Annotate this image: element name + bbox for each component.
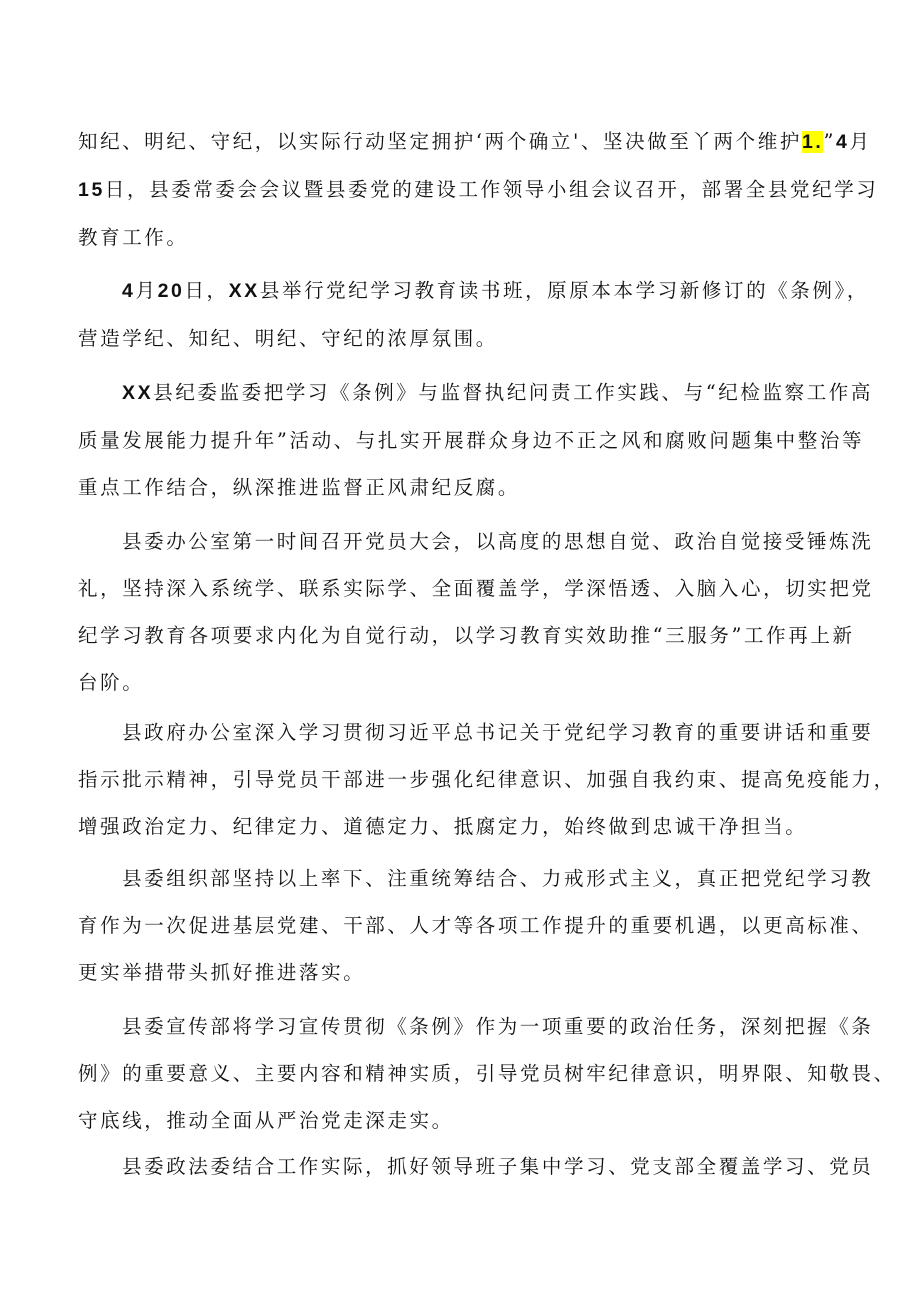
paragraph-line: 重点工作结合，纵深推进监督正风肃纪反腐。 bbox=[78, 476, 521, 499]
paragraph-line bbox=[78, 369, 873, 417]
text-run: 月 bbox=[135, 279, 158, 302]
paragraph-line: 礼，坚持深入系统学、联系实际学、全面覆盖学，学深悟透、入脑入心，切实把党 bbox=[78, 577, 874, 600]
text-run: 20 bbox=[157, 280, 185, 302]
paragraph-line: 质量发展能力提升年”活动、与扎实开展群众身边不正之风和腐败问题集中整治等 bbox=[78, 429, 865, 452]
paragraph-2 bbox=[78, 267, 869, 362]
paragraph-6 bbox=[78, 855, 874, 996]
paragraph-line bbox=[78, 267, 869, 315]
paragraph-line: 守底线，推动全面从严治党走深走实。 bbox=[78, 1109, 454, 1132]
paragraph-line: 县委宣传部将学习宣传贯彻《条例》作为一项重要的政治任务，深刻把握《条 bbox=[122, 1015, 874, 1038]
paragraph-line: 县委办公室第一时间召开党员大会，以高度的思想自觉、政治自觉接受锤炼洗 bbox=[122, 530, 874, 553]
paragraph-7 bbox=[78, 1003, 896, 1144]
paragraph-line: 台阶。 bbox=[78, 671, 145, 694]
text-run: 县纪委监委把学习《条例》与监督执纪问责工作实践、与“纪检监察工作高 bbox=[153, 381, 873, 404]
paragraph-1 bbox=[78, 118, 879, 261]
text-run: 县举行党纪学习教育读书班，原原本本学习新修订的《条例》， bbox=[259, 279, 869, 302]
paragraph-line: 例》的重要意义、主要内容和精神实质，引导党员树牢纪律意识，明界限、知敬畏、 bbox=[78, 1062, 896, 1085]
highlighted-text: 1. bbox=[801, 131, 824, 153]
text-run: 4 bbox=[836, 131, 850, 153]
paragraph-line: 育作为一次促进基层党建、干部、人才等各项工作提升的重要机遇，以更高标准、 bbox=[78, 914, 874, 937]
text-run: 4 bbox=[122, 280, 136, 302]
text-run: 日，县委常委会会议暨县委党的建设工作领导小组会议召开，部署全县党纪学习 bbox=[104, 178, 879, 201]
paragraph-4 bbox=[78, 518, 874, 706]
paragraph-line: 指示批示精神，引导党员干部进一步强化纪律意识、加强自我约束、提高免疫能力， bbox=[78, 768, 896, 791]
text-run: 日， bbox=[184, 279, 229, 302]
paragraph-line: 县委政法委结合工作实际，抓好领导班子集中学习、党支部全覆盖学习、党员 bbox=[122, 1155, 874, 1178]
paragraph-5 bbox=[78, 709, 896, 850]
text-run: ” bbox=[823, 130, 837, 153]
paragraph-line bbox=[78, 118, 872, 166]
text-run: 月 bbox=[849, 130, 872, 153]
paragraph-line: 更实举措带头抓好推进落实。 bbox=[78, 961, 366, 984]
paragraph-line: 纪学习教育各项要求内化为自觉行动，以学习教育实效助推“三服务”工作再上新 bbox=[78, 624, 855, 647]
paragraph-line: 县政府办公室深入学习贯彻习近平总书记关于党纪学习教育的重要讲话和重要 bbox=[122, 721, 874, 744]
text-run: XX bbox=[122, 382, 154, 404]
paragraph-line: 营造学纪、知纪、明纪、守纪的浓厚氛围。 bbox=[78, 327, 498, 350]
paragraph-3 bbox=[78, 369, 873, 511]
paragraph-line bbox=[78, 166, 879, 214]
paragraph-line: 教育工作。 bbox=[78, 226, 189, 249]
text-run: 15 bbox=[78, 179, 105, 201]
text-run: XX bbox=[228, 280, 260, 302]
paragraph-line: 增强政治定力、纪律定力、道德定力、抵腐定力，始终做到忠诚干净担当。 bbox=[78, 815, 808, 838]
text-run: 知纪、明纪、守纪，以实际行动坚定拥护‘两个确立'、坚决做至丫两个维护 bbox=[78, 130, 802, 153]
paragraph-line: 县委组织部坚持以上率下、注重统筹结合、力戒形式主义，真正把党纪学习教 bbox=[122, 867, 874, 890]
paragraph-8 bbox=[78, 1143, 874, 1190]
